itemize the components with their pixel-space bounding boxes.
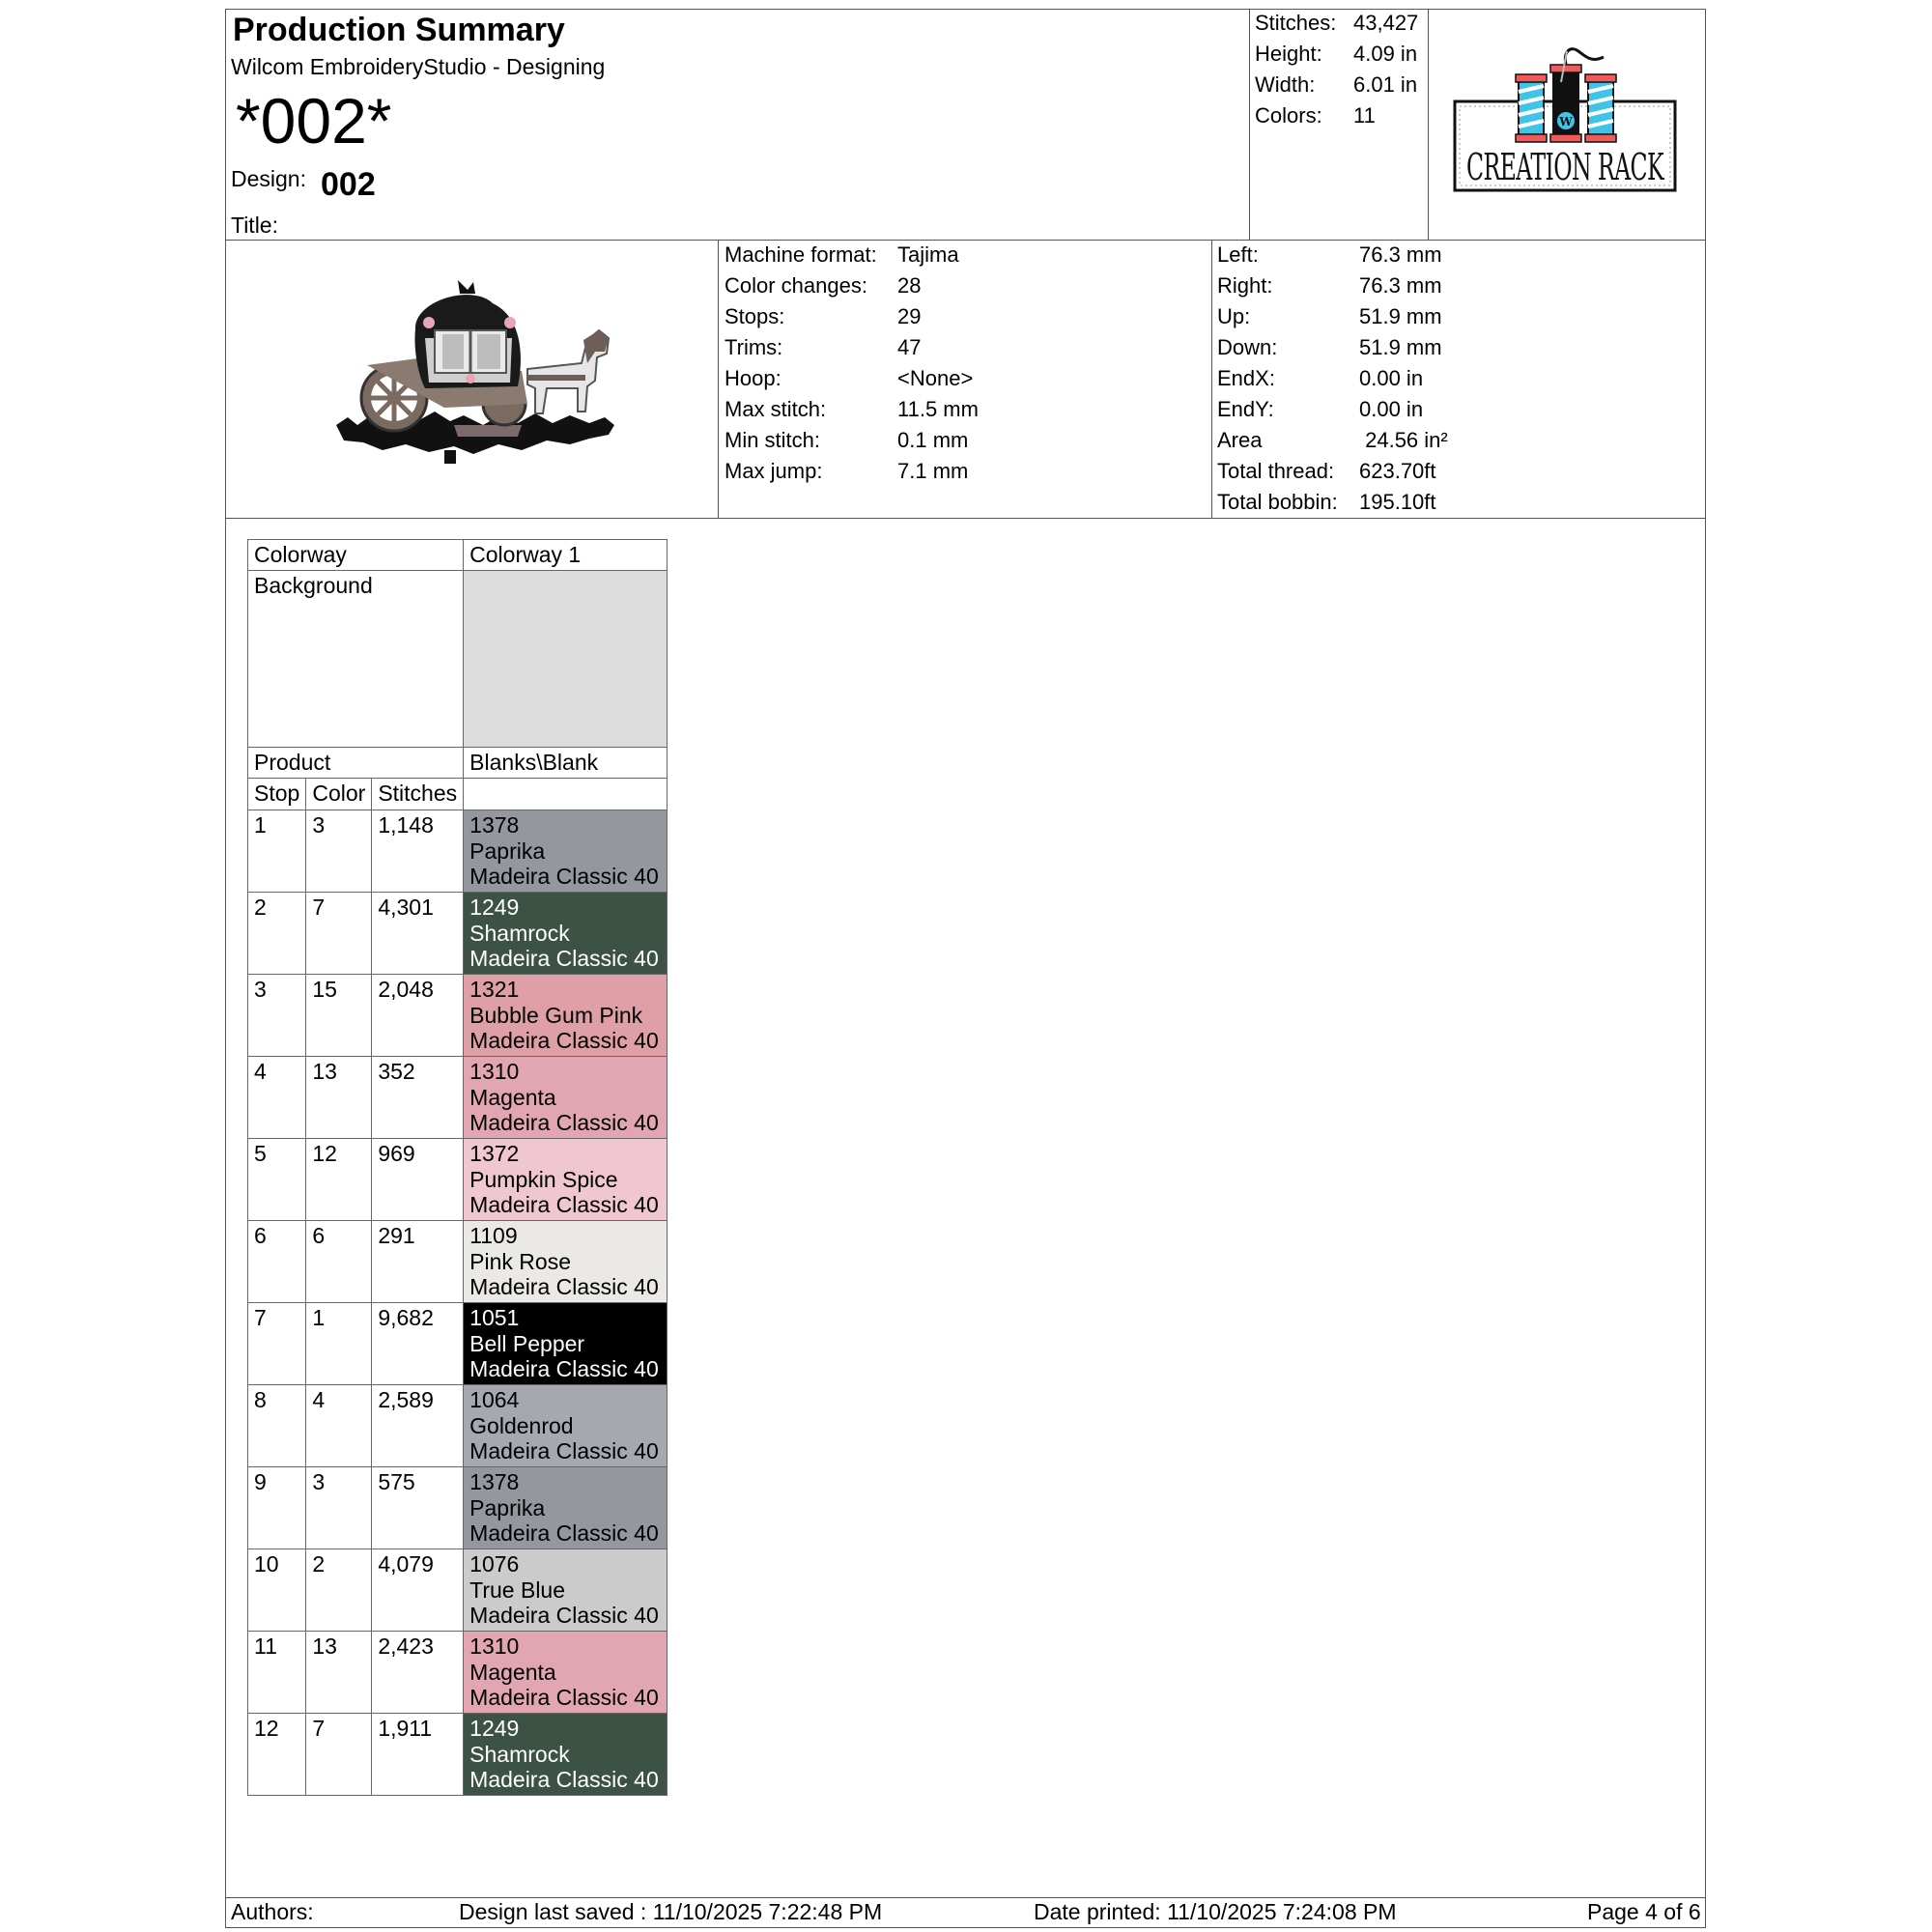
stop-number: 6 xyxy=(248,1221,306,1303)
table-row xyxy=(248,975,668,1057)
hoop-label: Hoop: xyxy=(724,366,781,390)
colorway-label: Colorway xyxy=(248,540,464,571)
area-label: Area xyxy=(1217,428,1263,452)
stitch-count: 291 xyxy=(372,1221,464,1303)
stitch-count: 575 xyxy=(372,1467,464,1549)
color-changes-value: 28 xyxy=(897,273,922,298)
thread-brand: Madeira Classic 40 xyxy=(469,946,659,971)
color-number: 12 xyxy=(306,1139,372,1221)
endy-label: EndY: xyxy=(1217,397,1274,421)
stop-number: 3 xyxy=(248,975,306,1057)
color-column-header: Color xyxy=(306,779,372,810)
max-jump-label: Max jump: xyxy=(724,459,823,483)
thread-swatch xyxy=(464,1303,668,1385)
trims-label: Trims: xyxy=(724,335,783,359)
stitches-label: Stitches: xyxy=(1255,11,1337,35)
stop-number: 12 xyxy=(248,1714,306,1796)
right-value: 76.3 mm xyxy=(1359,273,1442,298)
color-number: 7 xyxy=(306,1714,372,1796)
color-number: 1 xyxy=(306,1303,372,1385)
thread-brand: Madeira Classic 40 xyxy=(469,1520,659,1546)
thread-swatch xyxy=(464,1057,668,1139)
thread-code: 1372 xyxy=(469,1141,520,1166)
design-value: 002 xyxy=(321,166,376,203)
divider xyxy=(718,240,719,519)
trims-value: 47 xyxy=(897,335,922,359)
color-number: 13 xyxy=(306,1632,372,1714)
thread-swatch xyxy=(464,810,668,893)
divider xyxy=(225,518,1706,519)
thread-swatch xyxy=(464,1221,668,1303)
thread-code: 1378 xyxy=(469,812,520,838)
stitch-count: 4,079 xyxy=(372,1549,464,1632)
stitch-count: 2,589 xyxy=(372,1385,464,1467)
thread-code: 1109 xyxy=(469,1223,518,1248)
stop-number: 4 xyxy=(248,1057,306,1139)
down-value: 51.9 mm xyxy=(1359,335,1442,359)
colorway-value: Colorway 1 xyxy=(464,540,668,571)
max-stitch-value: 11.5 mm xyxy=(897,397,979,421)
thread-swatch xyxy=(464,1714,668,1796)
thread-brand: Madeira Classic 40 xyxy=(469,1274,659,1299)
thread-name: Pumpkin Spice xyxy=(469,1166,618,1192)
endx-value: 0.00 in xyxy=(1359,366,1424,390)
date-printed: Date printed: 11/10/2025 7:24:08 PM xyxy=(1034,1899,1397,1924)
thread-name: Goldenrod xyxy=(469,1412,574,1438)
total-bobbin-label: Total bobbin: xyxy=(1217,490,1338,514)
table-row xyxy=(248,1221,668,1303)
title-label: Title: xyxy=(231,213,278,238)
thread-name: Paprika xyxy=(469,1494,546,1520)
colors-label: Colors: xyxy=(1255,103,1322,128)
colors-value: 11 xyxy=(1353,103,1376,128)
table-row xyxy=(248,1139,668,1221)
background-swatch xyxy=(464,571,668,748)
creation-rack-logo xyxy=(1449,43,1681,198)
color-number: 7 xyxy=(306,893,372,975)
hoop-value: <None> xyxy=(897,366,974,390)
max-stitch-label: Max stitch: xyxy=(724,397,827,421)
svg-text:CREATION RACK: CREATION RACK xyxy=(1466,146,1664,188)
stitch-count: 1,148 xyxy=(372,810,464,893)
thread-swatch xyxy=(464,1385,668,1467)
thread-code: 1378 xyxy=(469,1469,520,1494)
stitches-value: 43,427 xyxy=(1353,11,1419,35)
thread-code: 1310 xyxy=(469,1059,520,1084)
background-label: Background xyxy=(248,571,464,748)
width-label: Width: xyxy=(1255,72,1316,97)
stitch-count: 352 xyxy=(372,1057,464,1139)
stitch-count: 9,682 xyxy=(372,1303,464,1385)
total-thread-label: Total thread: xyxy=(1217,459,1335,483)
divider xyxy=(225,1897,1706,1898)
area-value: 24.56 in² xyxy=(1359,428,1448,452)
right-label: Right: xyxy=(1217,273,1273,298)
stop-number: 7 xyxy=(248,1303,306,1385)
stop-number: 10 xyxy=(248,1549,306,1632)
table-row xyxy=(248,893,668,975)
thread-name: Paprika xyxy=(469,838,546,864)
thread-name: Magenta xyxy=(469,1659,556,1685)
background-row xyxy=(248,571,668,748)
page-title: Production Summary xyxy=(233,12,565,48)
design-barcode-text: *002* xyxy=(236,85,392,156)
max-jump-value: 7.1 mm xyxy=(897,459,969,483)
svg-text:W: W xyxy=(1559,115,1573,128)
thread-name: True Blue xyxy=(469,1577,566,1603)
table-row xyxy=(248,1549,668,1632)
height-label: Height: xyxy=(1255,42,1322,66)
total-thread-value: 623.70ft xyxy=(1359,459,1436,483)
thread-swatch xyxy=(464,975,668,1057)
height-value: 4.09 in xyxy=(1353,42,1418,66)
stops-value: 29 xyxy=(897,304,922,328)
thread-brand: Madeira Classic 40 xyxy=(469,1767,659,1792)
stops-label: Stops: xyxy=(724,304,785,328)
thread-code: 1064 xyxy=(469,1387,520,1412)
thread-name: Shamrock xyxy=(469,920,570,946)
colorway-table-body xyxy=(248,540,668,1796)
total-bobbin-value: 195.10ft xyxy=(1359,490,1436,514)
thread-swatch xyxy=(464,1632,668,1714)
color-number: 3 xyxy=(306,810,372,893)
thread-code: 1076 xyxy=(469,1551,520,1577)
table-row xyxy=(248,1303,668,1385)
stitch-count: 2,423 xyxy=(372,1632,464,1714)
stop-column-header: Stop xyxy=(248,779,306,810)
thread-swatch xyxy=(464,1467,668,1549)
thread-brand: Madeira Classic 40 xyxy=(469,1438,659,1463)
table-row xyxy=(248,1714,668,1796)
color-number: 3 xyxy=(306,1467,372,1549)
thread-brand: Madeira Classic 40 xyxy=(469,1028,659,1053)
thread-swatch xyxy=(464,1549,668,1632)
divider xyxy=(1249,9,1250,241)
column-header-row xyxy=(248,779,668,810)
colorway-row xyxy=(248,540,668,571)
stitch-count: 4,301 xyxy=(372,893,464,975)
stop-number: 11 xyxy=(248,1632,306,1714)
divider xyxy=(225,240,1706,241)
thread-brand: Madeira Classic 40 xyxy=(469,1356,659,1381)
software-name: Wilcom EmbroideryStudio - Designing xyxy=(231,54,606,79)
up-value: 51.9 mm xyxy=(1359,304,1442,328)
stitch-count: 1,911 xyxy=(372,1714,464,1796)
thread-name: Magenta xyxy=(469,1084,556,1110)
authors-label: Authors: xyxy=(231,1899,314,1924)
color-number: 13 xyxy=(306,1057,372,1139)
thread-code: 1310 xyxy=(469,1634,520,1659)
width-value: 6.01 in xyxy=(1353,72,1418,97)
stitch-count: 969 xyxy=(372,1139,464,1221)
color-number: 4 xyxy=(306,1385,372,1467)
machine-format-label: Machine format: xyxy=(724,242,877,267)
thread-name: Bubble Gum Pink xyxy=(469,1002,643,1028)
product-label: Product xyxy=(248,748,464,779)
design-last-saved: Design last saved : 11/10/2025 7:22:48 PM xyxy=(459,1899,883,1924)
table-row xyxy=(248,1385,668,1467)
thread-brand: Madeira Classic 40 xyxy=(469,1110,659,1135)
stitches-column-header: Stitches xyxy=(372,779,464,810)
stop-number: 5 xyxy=(248,1139,306,1221)
thread-code: 1051 xyxy=(469,1305,520,1330)
color-number: 15 xyxy=(306,975,372,1057)
min-stitch-label: Min stitch: xyxy=(724,428,821,452)
machine-format-value: Tajima xyxy=(897,242,959,267)
stop-number: 2 xyxy=(248,893,306,975)
table-row xyxy=(248,1467,668,1549)
stop-number: 9 xyxy=(248,1467,306,1549)
product-value: Blanks\Blank xyxy=(464,748,668,779)
empty-header-cell xyxy=(464,779,668,810)
thread-code: 1321 xyxy=(469,977,520,1002)
left-value: 76.3 mm xyxy=(1359,242,1442,267)
thread-brand: Madeira Classic 40 xyxy=(469,1603,659,1628)
color-number: 6 xyxy=(306,1221,372,1303)
thread-swatch xyxy=(464,893,668,975)
left-label: Left: xyxy=(1217,242,1259,267)
endx-label: EndX: xyxy=(1217,366,1275,390)
product-row xyxy=(248,748,668,779)
thread-brand: Madeira Classic 40 xyxy=(469,1685,659,1710)
thread-brand: Madeira Classic 40 xyxy=(469,1192,659,1217)
min-stitch-value: 0.1 mm xyxy=(897,428,969,452)
page-number: Page 4 of 6 xyxy=(1587,1899,1701,1924)
stitch-count: 2,048 xyxy=(372,975,464,1057)
colorway-table xyxy=(247,539,668,1796)
table-row xyxy=(248,1632,668,1714)
down-label: Down: xyxy=(1217,335,1278,359)
stop-number: 8 xyxy=(248,1385,306,1467)
divider xyxy=(1428,9,1429,241)
table-row xyxy=(248,810,668,893)
endy-value: 0.00 in xyxy=(1359,397,1424,421)
table-row xyxy=(248,1057,668,1139)
thread-name: Shamrock xyxy=(469,1741,570,1767)
color-number: 2 xyxy=(306,1549,372,1632)
thread-code: 1249 xyxy=(469,895,520,920)
thread-name: Pink Rose xyxy=(469,1248,571,1274)
stop-number: 1 xyxy=(248,810,306,893)
thread-swatch xyxy=(464,1139,668,1221)
color-changes-label: Color changes: xyxy=(724,273,867,298)
design-label: Design: xyxy=(231,166,306,191)
divider xyxy=(1211,240,1212,519)
thread-brand: Madeira Classic 40 xyxy=(469,864,659,889)
thread-name: Bell Pepper xyxy=(469,1330,585,1356)
up-label: Up: xyxy=(1217,304,1251,328)
horse-carriage-embroidery-preview xyxy=(328,280,618,483)
thread-code: 1249 xyxy=(469,1716,520,1741)
